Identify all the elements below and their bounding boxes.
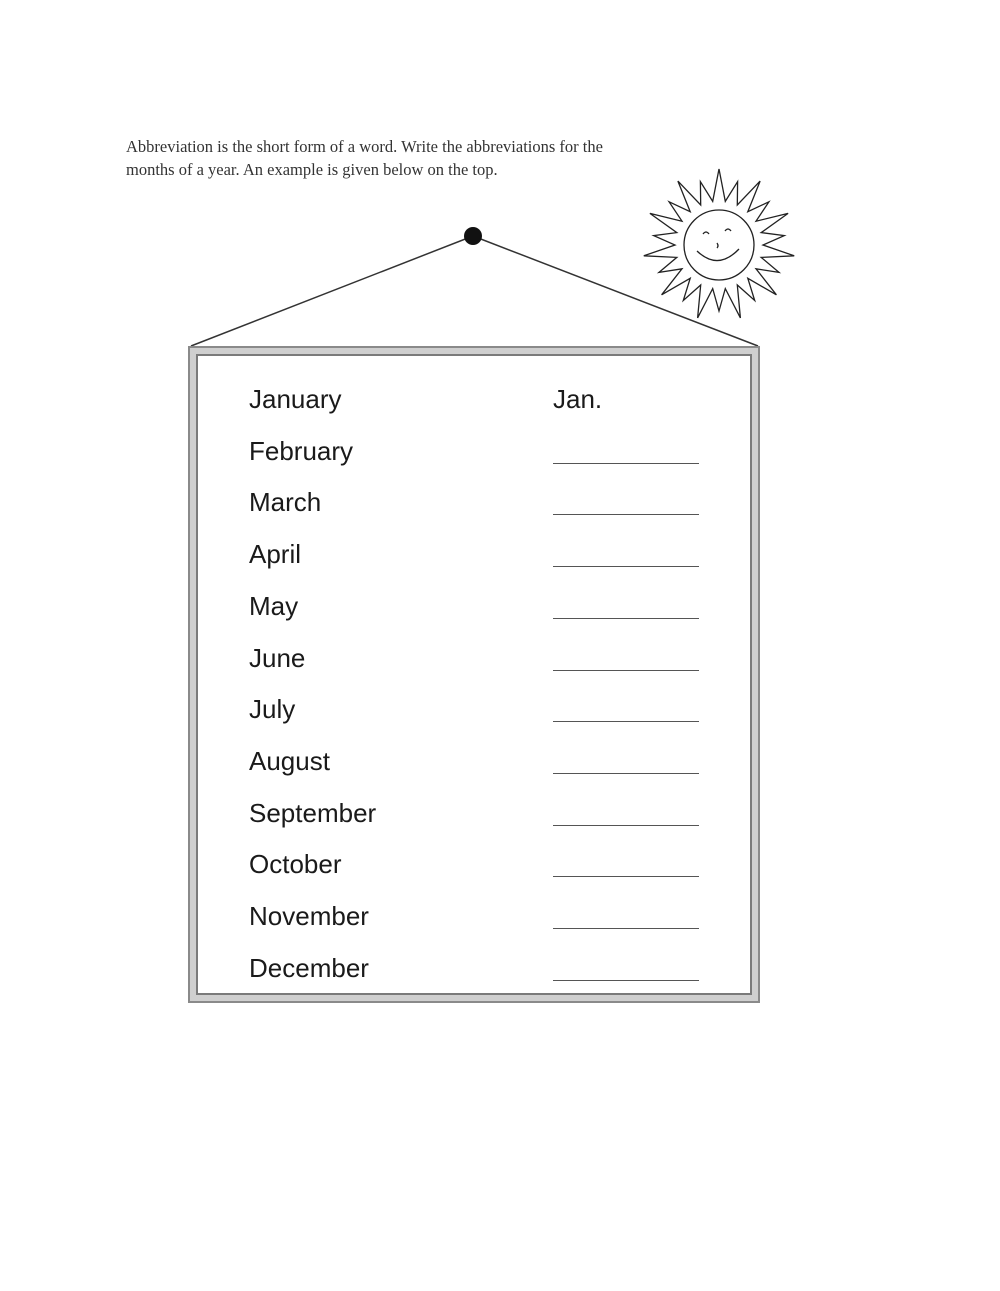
month-row-august	[198, 741, 750, 781]
instructions-line-2: months of a year. An example is given below on the top.	[126, 160, 498, 179]
month-name: November	[249, 901, 369, 931]
abbreviation-answer-blank[interactable]	[553, 618, 699, 619]
month-board	[196, 354, 752, 995]
abbreviation-answer-blank[interactable]	[553, 670, 699, 671]
abbreviation-answer-blank[interactable]	[553, 980, 699, 981]
month-row-march	[198, 482, 750, 522]
month-name: June	[249, 642, 306, 673]
abbreviation-answer-blank[interactable]	[553, 928, 699, 929]
abbreviation-answer-blank[interactable]	[553, 773, 699, 774]
month-name: October	[249, 849, 342, 880]
month-row-november	[198, 896, 750, 936]
month-row-october	[198, 844, 750, 884]
month-board-frame	[188, 346, 760, 1003]
instructions	[126, 135, 746, 181]
month-name: May	[249, 590, 299, 621]
month-row-may	[198, 586, 750, 626]
month-name: March	[249, 487, 322, 518]
month-row-july	[198, 689, 750, 729]
month-row-december	[198, 948, 750, 988]
month-row-january	[198, 379, 750, 419]
abbreviation-answer-blank[interactable]	[553, 514, 699, 515]
right-hanging-string	[473, 236, 758, 346]
smiling-sun-icon	[644, 169, 794, 318]
month-name: July	[249, 694, 296, 725]
abbreviation-answer-blank[interactable]	[553, 876, 699, 877]
abbreviation-answer-blank[interactable]	[553, 825, 699, 826]
abbreviation-answer-blank[interactable]	[553, 721, 699, 722]
month-name: April	[249, 539, 302, 570]
nail-icon	[464, 227, 482, 245]
month-row-september	[198, 793, 750, 833]
abbreviation-answer-blank[interactable]	[553, 566, 699, 567]
month-name: January	[249, 384, 342, 414]
month-name: February	[249, 435, 354, 466]
month-row-june	[198, 638, 750, 678]
month-name: August	[249, 745, 330, 776]
month-row-february	[198, 431, 750, 471]
month-name: September	[249, 797, 377, 828]
instructions-line-1: Abbreviation is the short form of a word. Write the abbreviations for the	[126, 137, 603, 156]
month-name: December	[249, 952, 369, 983]
month-row-april	[198, 534, 750, 574]
example-abbreviation: Jan.	[553, 384, 603, 414]
left-hanging-string	[191, 236, 473, 346]
abbreviation-answer-blank[interactable]	[553, 463, 699, 464]
